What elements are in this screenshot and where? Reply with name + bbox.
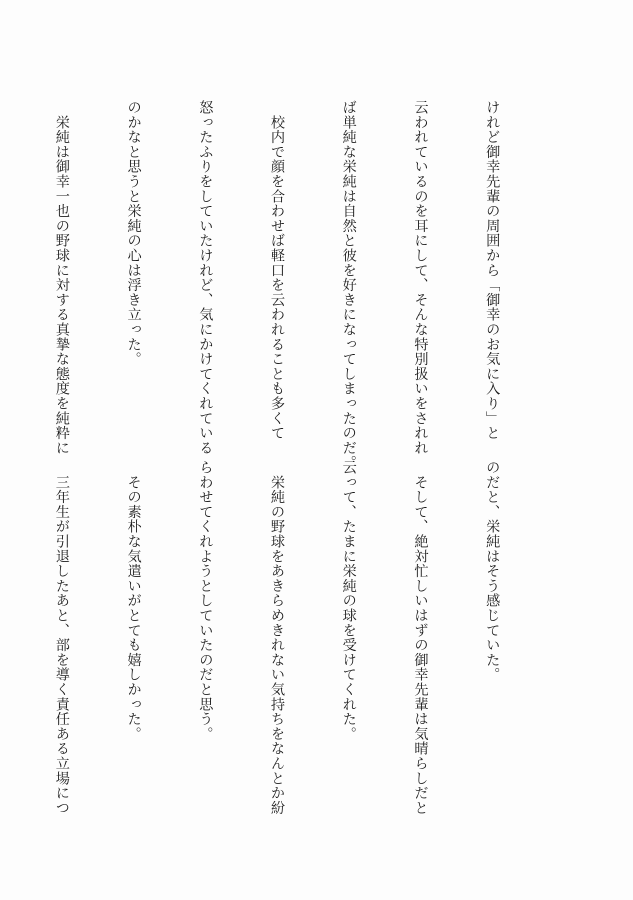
text-line: けれど御幸先輩の周囲から「御幸のお気に入り」と <box>484 100 501 441</box>
text-line: 云われているのを耳にして、そんな特別扱いをされれ <box>412 100 429 456</box>
text-line: その素朴な気遣いがとても嬉しかった。 <box>125 460 142 742</box>
text-line: 校内で顔を合わせば軽口を云われることも多くて <box>269 100 286 441</box>
text-line: のかなと思うと栄純の心は浮き立った。 <box>125 100 142 367</box>
text-line: そして、絶対忙しいはずの御幸先輩は気晴らしだと <box>412 460 429 816</box>
text-line: 怒ったふりをしていたけれど、気にかけてくれている <box>197 100 214 456</box>
upper-text-block <box>53 100 551 470</box>
text-line: 栄純は御幸一也の野球に対する真摯な態度を純粋に <box>53 100 70 456</box>
text-line: 三年生が引退したあと、部を導く責任ある立場につ <box>53 460 70 816</box>
text-line <box>0 100 1 435</box>
text-line: 云って、たまに栄純の球を受けてくれた。 <box>340 460 357 742</box>
text-line <box>0 460 1 795</box>
lower-text-block <box>53 460 551 816</box>
text-line: らわせてくれようとしていたのだと思う。 <box>197 460 214 742</box>
text-line: 栄純の野球をあきらめきれない気持ちをなんとか紛 <box>269 460 286 816</box>
text-line: のだと、栄純はそう感じていた。 <box>484 460 501 682</box>
text-line: ば単純な栄純は自然と彼を好きになってしまったのだ。 <box>340 100 357 470</box>
